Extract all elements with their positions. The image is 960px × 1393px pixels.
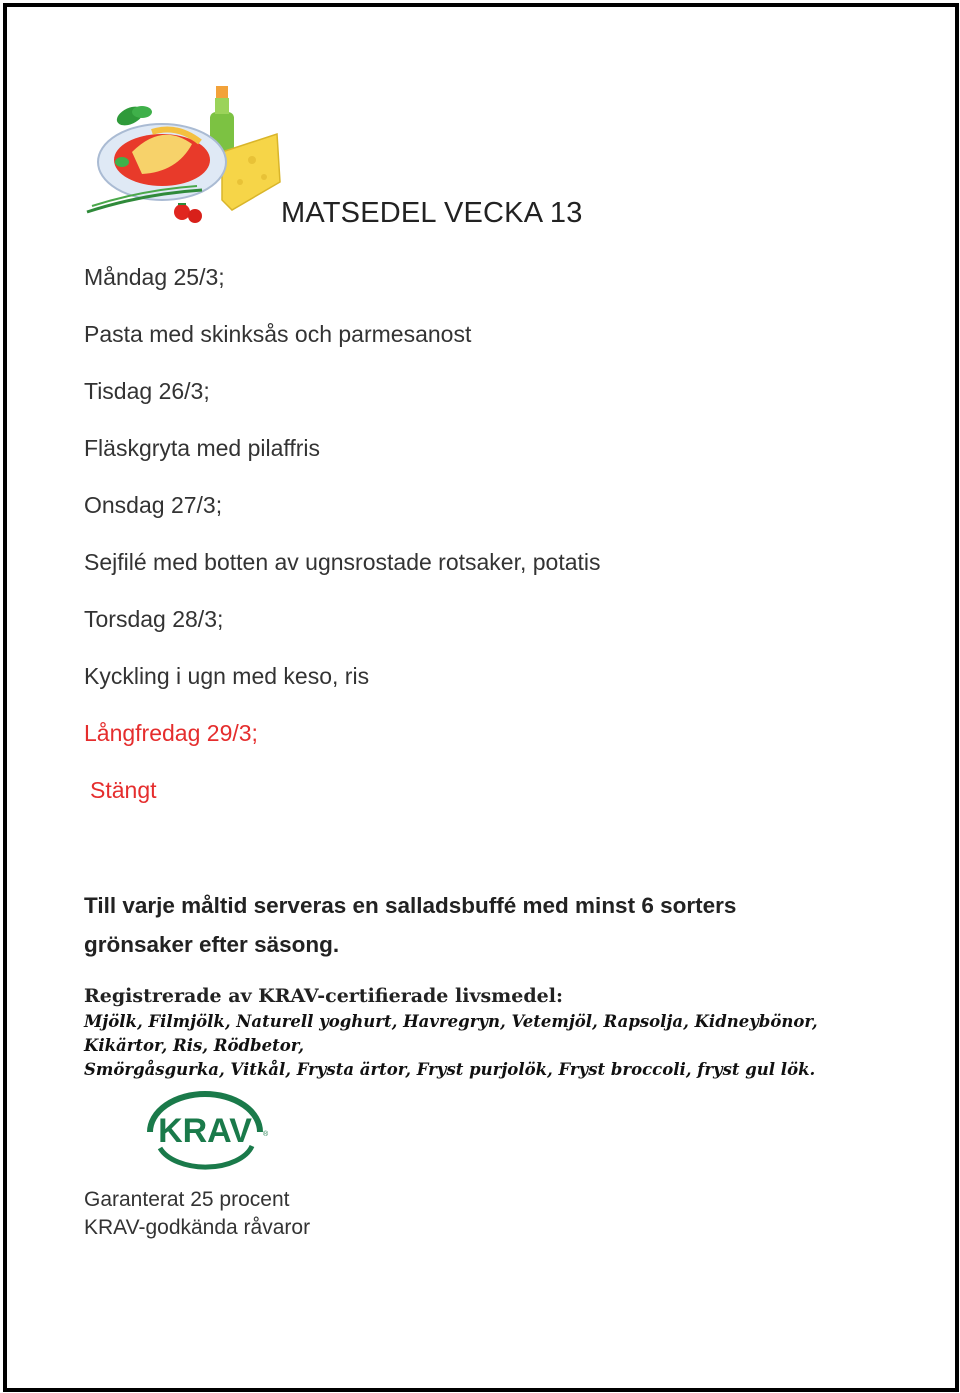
krav-item-line: Kikärtor, Ris, Rödbetor, — [84, 1036, 304, 1055]
krav-item-line: Smörgåsgurka, Vitkål, Frysta ärtor, Fryst purjolök, Fryst broccoli, fryst gul lök. — [84, 1060, 816, 1079]
menu-list — [84, 262, 601, 832]
menu-dish-tuesday: Fläskgryta med pilaffris — [84, 435, 321, 461]
menu-dish-wednesday: Sejfilé med botten av ugnsrostade rotsaker, potatis — [84, 549, 601, 575]
krav-tagline — [84, 1186, 310, 1242]
menu-dish-thursday: Kyckling i ugn med keso, ris — [84, 663, 370, 689]
menu-dish-monday: Pasta med skinksås och parmesanost — [84, 321, 472, 347]
menu-day-monday: Måndag 25/3; — [84, 264, 225, 290]
salad-note: Till varje måltid serveras en salladsbuffé med minst 6 sorters grönsaker efter säsong. — [84, 893, 737, 957]
krav-heading: Registrerade av KRAV-certifierade livsmedel: — [84, 985, 563, 1007]
menu-day-wednesday: Onsdag 27/3; — [84, 492, 223, 518]
menu-day-thursday: Torsdag 28/3; — [84, 606, 224, 632]
page-title: MATSEDEL VECKA 13 — [281, 197, 583, 229]
svg-text:KRAV: KRAV — [158, 1112, 252, 1150]
krav-logo-icon — [140, 1088, 270, 1172]
svg-text:®: ® — [263, 1131, 269, 1138]
menu-dish-good-friday: Stängt — [90, 777, 157, 803]
menu-day-tuesday: Tisdag 26/3; — [84, 378, 210, 404]
krav-tagline-line-1: Garanterat 25 procent — [84, 1188, 290, 1211]
krav-ingredients — [84, 982, 884, 1082]
krav-tagline-line-2: KRAV-godkända råvaror — [84, 1216, 311, 1239]
food-illustration-icon — [82, 82, 282, 232]
krav-item-line: Mjölk, Filmjölk, Naturell yoghurt, Havregryn, Vetemjöl, Rapsolja, Kidneybönor, — [84, 1012, 818, 1031]
menu-day-good-friday: Långfredag 29/3; — [84, 720, 258, 746]
